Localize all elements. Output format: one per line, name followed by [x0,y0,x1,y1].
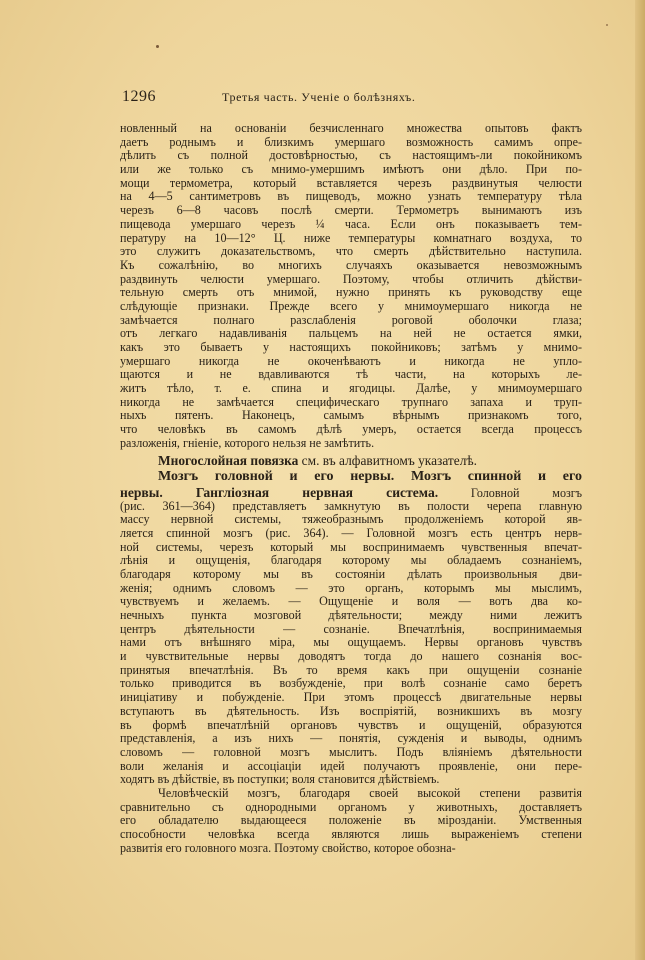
text-line: благодаря которому мы въ состояніи дѣлать произвольныя дви- [120,567,582,581]
text-line: женія; однимъ словомъ — это органъ, которымъ мы мыслимъ, [120,581,582,595]
text-line: мощи термометра, который вставляется черезъ раздвинутыя челюсти [120,176,582,190]
text-line: центръ дѣятельности — сознаніе. Впечатлѣнія, воспринимаемыя [120,622,582,636]
text-line: слѣдующіе признаки. Прежде всего у мнимоумершаго никогда не [120,299,582,313]
entry-title: Многослойная повязка [158,452,299,468]
page-edge-shadow [635,0,645,960]
text-line: какъ это бываетъ у настоящихъ покойниковъ; затѣмъ у мнимо- [120,341,582,354]
text-line: щаются и не вдавливаются тѣ части, на которыхъ ле- [120,368,582,382]
text-line: черезъ 6—8 часовъ послѣ смерти. Термометръ вынимаютъ изъ [120,204,582,218]
text-line: развитія его головного мозга. Поэтому свойство, которое обозна- [120,841,456,855]
text-line: или же только съ мнимо-умершимъ имѣютъ они дѣло. При по- [120,163,582,177]
text-line: лѣнія и ощущенія, благодаря которому мы обладаемъ сознаніемъ, [120,554,582,568]
text-line: отъ легкаго надавливанія пальцемъ на ней не остается ямки, [120,327,582,341]
text-line: чувствуемъ и желаемъ. — Ощущеніе и воля — вотъ два ко- [120,595,582,609]
text-line: ляется спинной мозгъ (рис. 364). — Головной мозгъ есть центръ нерв- [120,526,582,540]
body-text [120,122,582,855]
ink-speck [606,24,608,26]
text-line: иниціативу и побужденіе. При этомъ процессѣ двигательные нервы [120,691,582,705]
text-line: тельную смерть отъ мнимой, нужно принять къ руководству еще [120,286,582,300]
ink-speck [156,45,159,48]
text-line: вступаютъ въ дѣятельность. Изъ воспріятій, возникшихъ въ мозгу [120,704,582,718]
text-line: умершаго никогда не окоченѣваютъ и никогда не упло- [120,354,582,368]
text-line: нами отъ внѣшняго міра, мы ощущаемъ. Нервы органовъ чувствъ [120,636,582,650]
page-number: 1296 [122,88,156,105]
text-line: (рис. 361—364) представляетъ замкнутую въ полости черепа главную [120,499,582,513]
text-line: раздвинуть челюсти умершаго. Поэтому, чтобы отличить дѣйстви- [120,272,582,286]
text-line: и чувствительные нервы доводятъ тогда до нашего сознанія вос- [120,650,582,664]
text-line: массу нервной системы, тяжеобразнымъ продолженіемъ которой яв- [120,513,582,527]
paragraph-brain [120,500,582,856]
text-line: на 4—5 сантиметровъ въ пищеводъ, можно узнать температуру тѣла [120,190,582,204]
text-line: его обладателю выдающееся положеніе въ мірозданіи. Умственныя [120,814,582,828]
entry-brain-title-2: нервы. Ганглiозная нервная система. [120,484,439,500]
text-line: новленный на основаніи безчисленнаго множества опытовъ фактъ [120,122,582,135]
entry-brain-title-cont [120,485,582,500]
entry-brain-title: Мозгъ головной и его нервы. Мозгъ спинной и его [158,468,582,484]
entry-brain-text-start: Головной мозгъ [438,485,582,500]
entry-reference: см. въ алфавитномъ указателѣ. [298,452,478,468]
text-line: что человѣкъ въ самомъ дѣлѣ умеръ, остается всегда процессъ [120,423,582,437]
text-line: пературу на 10—12° Ц. ниже температуры комнатнаго воздуха, то [120,231,582,245]
text-line: ной системы, черезъ который мы воспринимаемъ чувственныя впечат- [120,540,582,554]
text-line: воли желанія и ассоціаціи идей получаютъ проявленіе, они пере- [120,759,582,773]
entry-multilayer-bandage [120,453,582,469]
text-line: словомъ — головной мозгъ мыслитъ. Подъ вліяніемъ дѣятельности [120,745,582,759]
text-line: нечныхъ пункта мозговой дѣятельности; между ними лежитъ [120,609,582,622]
text-line: ныхъ пятенъ. Наконецъ, самымъ вѣрнымъ признакомъ того, [120,409,582,423]
page-header [122,88,582,108]
text-line: ходятъ въ дѣйствіе, въ поступки; воля становится дѣйствіемъ. [120,773,440,787]
text-line: житъ тѣло, т. е. спина и ягодицы. Далѣе, у мнимоумершаго [120,382,582,396]
text-line: дѣлить съ полной достовѣрностью, съ настоящимъ-ли покойникомъ [120,149,582,163]
text-line: только приводится въ возбужденіе, при волѣ сознаніе само беретъ [120,677,582,691]
text-line: въ формѣ впечатлѣній органовъ чувствъ и ощущеній, образуются [120,718,582,732]
text-line: Человѣческій мозгъ, благодаря своей высокой степени развитія [158,786,582,800]
text-line: сравнительно съ однородными органомъ у животныхъ, доставляетъ [120,800,582,814]
text-line: никогда не замѣчается специфическаго трупнаго запаха и труп- [120,395,582,409]
text-line: принятыя впечатлѣнія. Въ то время какъ при ощущеніи сознаніе [120,663,582,677]
text-line: пищевода умершаго черезъ ¼ часа. Если онъ показываетъ тем- [120,217,582,231]
text-line: даетъ роднымъ и близкимъ умершаго возможность самимъ опре- [120,135,582,149]
text-line: это служитъ доказательствомъ, что смерть дѣйствительно наступила. [120,245,582,259]
running-head: Третья часть. Ученіе о болѣзняхъ. [222,90,416,104]
text-line: замѣчается полнаго разслабленія роговой оболочки глаза; [120,313,582,327]
text-line: представленія, а изъ нихъ — понятія, сужденія и выводы, однимъ [120,732,582,746]
text-line: способности человѣка всегда являются лишь выраженіемъ степени [120,828,582,841]
paragraph-death-signs [120,122,582,451]
text-line: Къ сожалѣнію, во многихъ случаяхъ оказывается невозможнымъ [120,258,582,272]
text-line: разложенія, гніеніе, которого нельзя не замѣтить. [120,436,375,450]
